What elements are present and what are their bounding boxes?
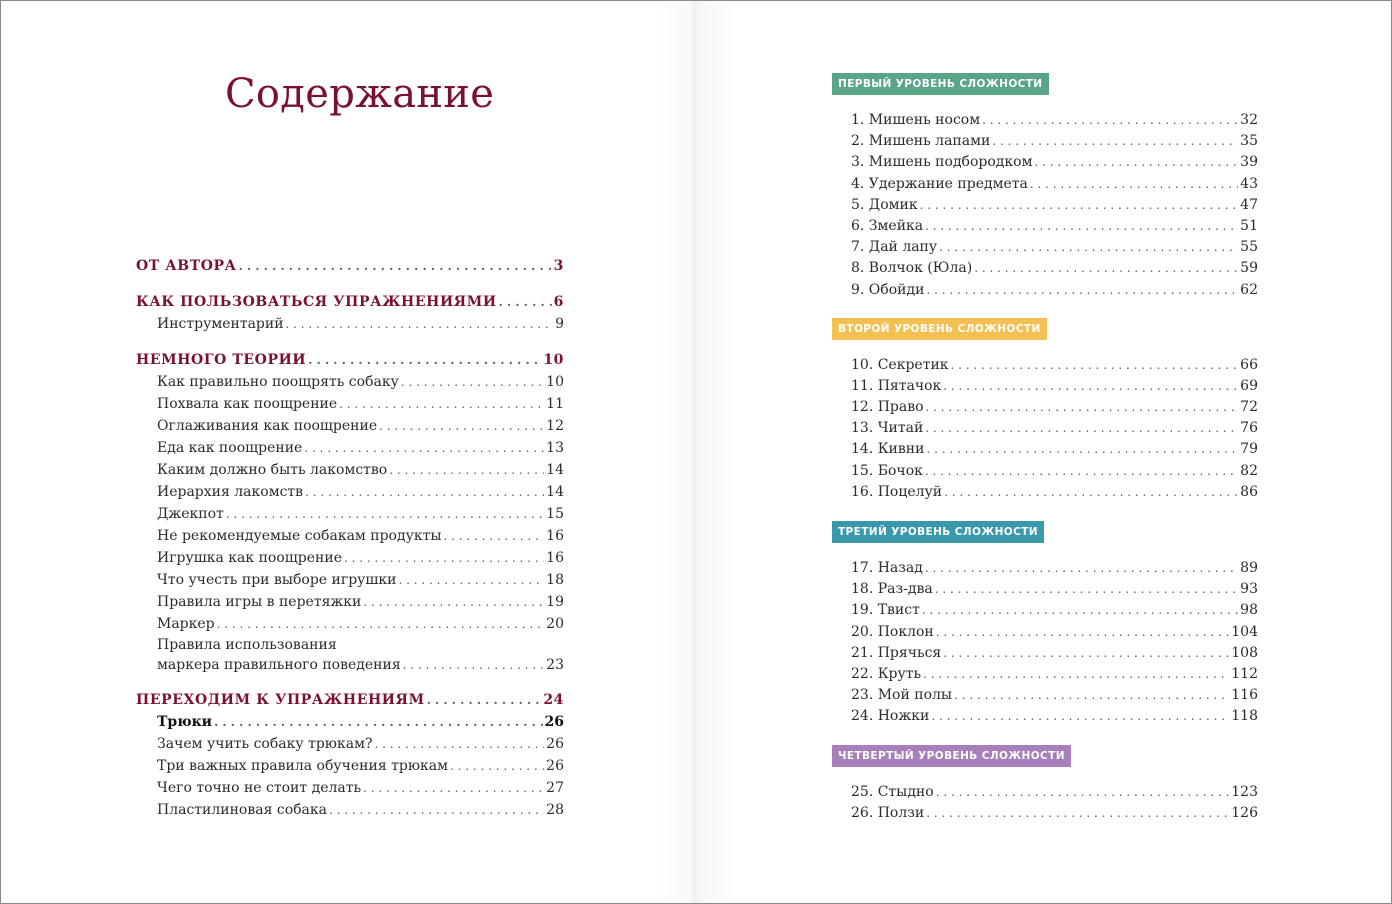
toc-entry[interactable] <box>136 755 564 777</box>
toc-page-number: 26 <box>546 736 564 752</box>
toc-leader-dots <box>217 613 545 635</box>
toc-entry-title: 12. Право <box>851 399 924 416</box>
toc-entry-title: Еда как поощрение <box>157 440 303 456</box>
toc-leader-dots <box>389 459 544 481</box>
toc-entry-title: 19. Твист <box>851 602 920 619</box>
toc-entry[interactable] <box>136 313 564 335</box>
toc-leader-dots <box>944 482 1238 503</box>
toc-entry-title: Как правильно поощрять собаку <box>157 374 399 390</box>
toc-leader-dots <box>329 799 544 821</box>
toc-entry-title: КАК ПОЛЬЗОВАТЬСЯ УПРАЖНЕНИЯМИ <box>136 294 497 310</box>
toc-leader-dots <box>305 481 544 503</box>
toc-entry-title: 11. Пятачок <box>851 377 942 394</box>
toc-entry-title: Три важных правила обучения трюкам <box>157 758 449 774</box>
toc-entry-multiline[interactable] <box>136 635 564 675</box>
toc-entry-title: Каким должно быть лакомство <box>157 462 388 478</box>
toc-leader-dots <box>499 291 552 313</box>
toc-entry[interactable] <box>136 613 564 635</box>
toc-entry-title: 20. Поклон <box>851 623 934 640</box>
toc-exercise-entry[interactable] <box>851 782 1258 803</box>
toc-page-number: 26 <box>544 714 564 730</box>
toc-leader-dots <box>374 733 544 755</box>
toc-leader-dots <box>399 569 545 591</box>
toc-section-heading[interactable] <box>136 349 564 371</box>
toc-entry[interactable] <box>136 733 564 755</box>
toc-entry-title: Джекпот <box>157 506 224 522</box>
toc-page-number: 51 <box>1240 217 1258 234</box>
toc-leader-dots <box>951 355 1239 376</box>
section-spacer <box>136 335 564 349</box>
toc-page-number: 93 <box>1240 581 1258 598</box>
toc-entry-title: Правила игры в перетяжки <box>157 594 362 610</box>
toc-page-number: 112 <box>1231 665 1258 682</box>
difficulty-level-items <box>851 558 1258 728</box>
toc-section-heading[interactable] <box>136 689 564 711</box>
toc-page-number: 14 <box>546 462 564 478</box>
page-title: Содержание <box>225 71 495 117</box>
toc-page-number: 86 <box>1240 483 1258 500</box>
toc-page-number: 79 <box>1240 441 1258 458</box>
toc-entry-title: ПЕРЕХОДИМ К УПРАЖНЕНИЯМ <box>136 692 425 708</box>
difficulty-level-section <box>832 744 1258 824</box>
toc-entry-title: Иерархия лакомств <box>157 484 304 500</box>
toc-section-heading[interactable] <box>136 255 564 277</box>
toc-page-number: 6 <box>553 294 564 310</box>
difficulty-level-items <box>851 110 1258 301</box>
toc-exercise-entry[interactable] <box>851 216 1258 237</box>
toc-leader-dots <box>363 777 544 799</box>
toc-leader-dots <box>922 600 1238 621</box>
toc-section-heading[interactable] <box>136 291 564 313</box>
toc-left-column <box>136 255 564 821</box>
toc-exercise-entry[interactable] <box>851 418 1258 439</box>
toc-exercise-entry[interactable] <box>851 558 1258 579</box>
toc-page-number: 27 <box>546 780 564 796</box>
toc-page-number: 15 <box>546 506 564 522</box>
toc-page-number: 104 <box>1231 623 1258 640</box>
toc-entry-title: 6. Змейка <box>851 217 924 234</box>
toc-page-number: 23 <box>546 657 564 673</box>
toc-entry-line2[interactable] <box>157 655 564 675</box>
toc-entry-title: Трюки <box>157 714 213 730</box>
toc-entry-title: 8. Волчок (Юла) <box>851 260 973 277</box>
toc-leader-dots <box>427 689 542 711</box>
toc-entry[interactable] <box>136 459 564 481</box>
toc-leader-dots <box>925 216 1238 237</box>
toc-exercise-entry[interactable] <box>851 482 1258 503</box>
toc-page-number: 32 <box>1240 112 1258 128</box>
toc-entry-title: 2. Мишень лапами <box>851 133 991 150</box>
toc-entry-title: Игрушка как поощрение <box>157 550 343 566</box>
difficulty-level-label: ВТОРОЙ УРОВЕНЬ СЛОЖНОСТИ <box>832 318 1047 340</box>
toc-page-number: 12 <box>546 418 564 434</box>
toc-exercise-entry[interactable] <box>851 397 1258 418</box>
toc-page-number: 62 <box>1240 281 1258 298</box>
toc-page-number: 116 <box>1231 687 1258 704</box>
toc-entry[interactable] <box>136 371 564 393</box>
toc-exercise-entry[interactable] <box>851 131 1258 152</box>
toc-page-number: 47 <box>1240 196 1258 213</box>
toc-exercise-entry[interactable] <box>851 579 1258 600</box>
toc-leader-dots <box>401 371 544 393</box>
toc-exercise-entry[interactable] <box>851 622 1258 643</box>
toc-entry-title: 4. Удержание предмета <box>851 175 1028 192</box>
toc-entry-title: Пластилиновая собака <box>157 802 328 818</box>
toc-entry-title: 21. Прячься <box>851 644 942 661</box>
difficulty-level-label: ТРЕТИЙ УРОВЕНЬ СЛОЖНОСТИ <box>832 521 1044 543</box>
toc-entry-title: 1. Мишень носом <box>851 112 981 128</box>
toc-leader-dots <box>936 622 1230 643</box>
toc-leader-dots <box>450 755 544 777</box>
toc-leader-dots <box>943 643 1229 664</box>
toc-leader-dots <box>974 258 1238 279</box>
toc-page-number: 76 <box>1240 420 1258 437</box>
toc-entry-title: 17. Назад <box>851 560 923 576</box>
toc-leader-dots <box>1030 174 1238 195</box>
toc-page-number: 9 <box>555 316 564 332</box>
difficulty-level-items <box>851 355 1258 503</box>
toc-entry[interactable] <box>136 777 564 799</box>
toc-exercise-entry[interactable] <box>851 643 1258 664</box>
toc-leader-dots <box>925 461 1238 482</box>
toc-entry[interactable] <box>136 437 564 459</box>
toc-page-number: 118 <box>1231 708 1258 725</box>
toc-leader-dots <box>443 525 544 547</box>
toc-leader-dots <box>936 782 1230 803</box>
toc-leader-dots <box>920 195 1239 216</box>
toc-entry-bold[interactable] <box>136 711 564 733</box>
difficulty-level-section <box>832 520 1258 728</box>
toc-leader-dots <box>926 280 1238 301</box>
toc-page-number: 108 <box>1231 644 1258 661</box>
toc-exercise-entry[interactable] <box>851 439 1258 460</box>
toc-leader-dots <box>925 418 1238 439</box>
toc-entry[interactable] <box>136 591 564 613</box>
toc-page-number: 82 <box>1240 462 1258 479</box>
toc-leader-dots <box>935 579 1238 600</box>
toc-entry[interactable] <box>136 547 564 569</box>
toc-page-number: 14 <box>546 484 564 500</box>
toc-entry[interactable] <box>136 569 564 591</box>
toc-leader-dots <box>344 547 544 569</box>
toc-exercise-entry[interactable] <box>851 280 1258 301</box>
toc-page-number: 19 <box>546 594 564 610</box>
toc-entry-title: 23. Мой полы <box>851 687 953 704</box>
difficulty-level-section <box>832 317 1258 503</box>
toc-leader-dots <box>403 655 545 675</box>
toc-page-number: 20 <box>546 616 564 632</box>
toc-page-number: 16 <box>546 550 564 566</box>
toc-leader-dots <box>308 349 541 371</box>
toc-page-number: 10 <box>543 352 564 368</box>
toc-entry-title: Зачем учить собаку трюкам? <box>157 736 373 752</box>
toc-right-column <box>832 72 1258 824</box>
toc-page-number: 35 <box>1240 133 1258 150</box>
toc-entry-title: 5. Домик <box>851 196 918 213</box>
toc-page-number: 18 <box>546 572 564 588</box>
toc-entry-title: Чего точно не стоит делать <box>157 780 362 796</box>
toc-exercise-entry[interactable] <box>851 461 1258 482</box>
toc-leader-dots <box>931 706 1229 727</box>
toc-entry-title: Инструментарий <box>157 316 284 332</box>
toc-page-number: 126 <box>1231 804 1258 821</box>
toc-leader-dots <box>214 711 542 733</box>
toc-leader-dots <box>982 110 1238 131</box>
toc-leader-dots <box>926 439 1238 460</box>
toc-entry-title: Похвала как поощрение <box>157 396 338 412</box>
toc-exercise-entry[interactable] <box>851 110 1258 131</box>
toc-leader-dots <box>923 664 1229 685</box>
toc-entry-title: 3. Мишень подбородком <box>851 154 1033 171</box>
toc-entry-title: 25. Стыдно <box>851 783 934 800</box>
toc-page-number: 10 <box>546 374 564 390</box>
toc-entry-title: НЕМНОГО ТЕОРИИ <box>136 352 307 368</box>
toc-page-number: 16 <box>546 528 564 544</box>
book-gutter-shadow <box>651 1 741 903</box>
toc-entry[interactable] <box>136 393 564 415</box>
toc-page-number: 123 <box>1231 783 1258 800</box>
toc-leader-dots <box>926 803 1229 824</box>
toc-exercise-entry[interactable] <box>851 195 1258 216</box>
toc-entry-title: маркера правильного поведения <box>157 657 401 673</box>
toc-page-number: 28 <box>546 802 564 818</box>
toc-leader-dots <box>1035 152 1239 173</box>
toc-entry-title: ОТ АВТОРА <box>136 258 237 274</box>
toc-page-number: 59 <box>1240 260 1258 277</box>
toc-leader-dots <box>239 255 552 277</box>
difficulty-level-label: ЧЕТВЕРТЫЙ УРОВЕНЬ СЛОЖНОСТИ <box>832 745 1071 767</box>
toc-leader-dots <box>943 376 1238 397</box>
toc-exercise-entry[interactable] <box>851 258 1258 279</box>
toc-exercise-entry[interactable] <box>851 664 1258 685</box>
section-spacer <box>136 675 564 689</box>
toc-entry-title: Маркер <box>157 616 215 632</box>
toc-exercise-entry[interactable] <box>851 237 1258 258</box>
toc-entry[interactable] <box>136 799 564 821</box>
toc-entry-title: 24. Ножки <box>851 708 930 725</box>
toc-page-number: 11 <box>546 396 564 412</box>
toc-page-number: 43 <box>1240 175 1258 192</box>
toc-entry-title: 16. Поцелуй <box>851 483 943 500</box>
toc-page-number: 69 <box>1240 377 1258 394</box>
toc-entry-title: 9. Обойди <box>851 281 925 298</box>
difficulty-level-items <box>851 782 1258 824</box>
toc-leader-dots <box>925 558 1238 579</box>
toc-page-number: 3 <box>553 258 564 274</box>
toc-leader-dots <box>939 237 1238 258</box>
toc-entry-title: Оглаживания как поощрение <box>157 418 378 434</box>
toc-leader-dots <box>339 393 544 415</box>
toc-page-number: 89 <box>1240 560 1258 576</box>
toc-leader-dots <box>954 685 1229 706</box>
difficulty-level-section <box>832 72 1258 301</box>
toc-page-number: 55 <box>1240 239 1258 256</box>
toc-leader-dots <box>992 131 1238 152</box>
toc-page-number: 98 <box>1240 602 1258 619</box>
toc-page-number: 13 <box>546 440 564 456</box>
toc-exercise-entry[interactable] <box>851 174 1258 195</box>
toc-exercise-entry[interactable] <box>851 152 1258 173</box>
toc-entry[interactable] <box>136 415 564 437</box>
toc-exercise-entry[interactable] <box>851 355 1258 376</box>
toc-entry[interactable] <box>136 503 564 525</box>
toc-entry[interactable] <box>136 525 564 547</box>
toc-entry-title: Не рекомендуемые собакам продукты <box>157 528 442 544</box>
toc-exercise-entry[interactable] <box>851 803 1258 824</box>
toc-page-number: 39 <box>1240 154 1258 171</box>
toc-entry-title: 13. Читай <box>851 420 924 437</box>
toc-exercise-entry[interactable] <box>851 376 1258 397</box>
toc-entry-title: 22. Круть <box>851 665 922 682</box>
toc-entry-title: 10. Секретик <box>851 356 949 373</box>
toc-entry-title: Что учесть при выборе игрушки <box>157 572 397 588</box>
toc-leader-dots <box>304 437 544 459</box>
toc-entry-title: 14. Кивни <box>851 441 925 458</box>
toc-entry-title: 18. Раз-два <box>851 581 933 598</box>
toc-entry-title: 15. Бочок <box>851 462 923 479</box>
toc-page-number: 72 <box>1240 399 1258 416</box>
difficulty-level-label: ПЕРВЫЙ УРОВЕНЬ СЛОЖНОСТИ <box>832 73 1049 95</box>
toc-leader-dots <box>379 415 544 437</box>
toc-entry-title-line1: Правила использования <box>157 637 337 653</box>
toc-leader-dots <box>363 591 544 613</box>
toc-entry[interactable] <box>136 481 564 503</box>
toc-leader-dots <box>286 313 554 335</box>
toc-exercise-entry[interactable] <box>851 600 1258 621</box>
toc-page-number: 66 <box>1240 356 1258 373</box>
toc-entry-title: 26. Ползи <box>851 804 925 821</box>
toc-leader-dots <box>226 503 544 525</box>
toc-entry-title: 7. Дай лапу <box>851 239 938 256</box>
toc-leader-dots <box>926 397 1239 418</box>
toc-page-number: 26 <box>546 758 564 774</box>
toc-exercise-entry[interactable] <box>851 685 1258 706</box>
section-spacer <box>136 277 564 291</box>
toc-page-number: 24 <box>543 692 564 708</box>
toc-exercise-entry[interactable] <box>851 706 1258 727</box>
